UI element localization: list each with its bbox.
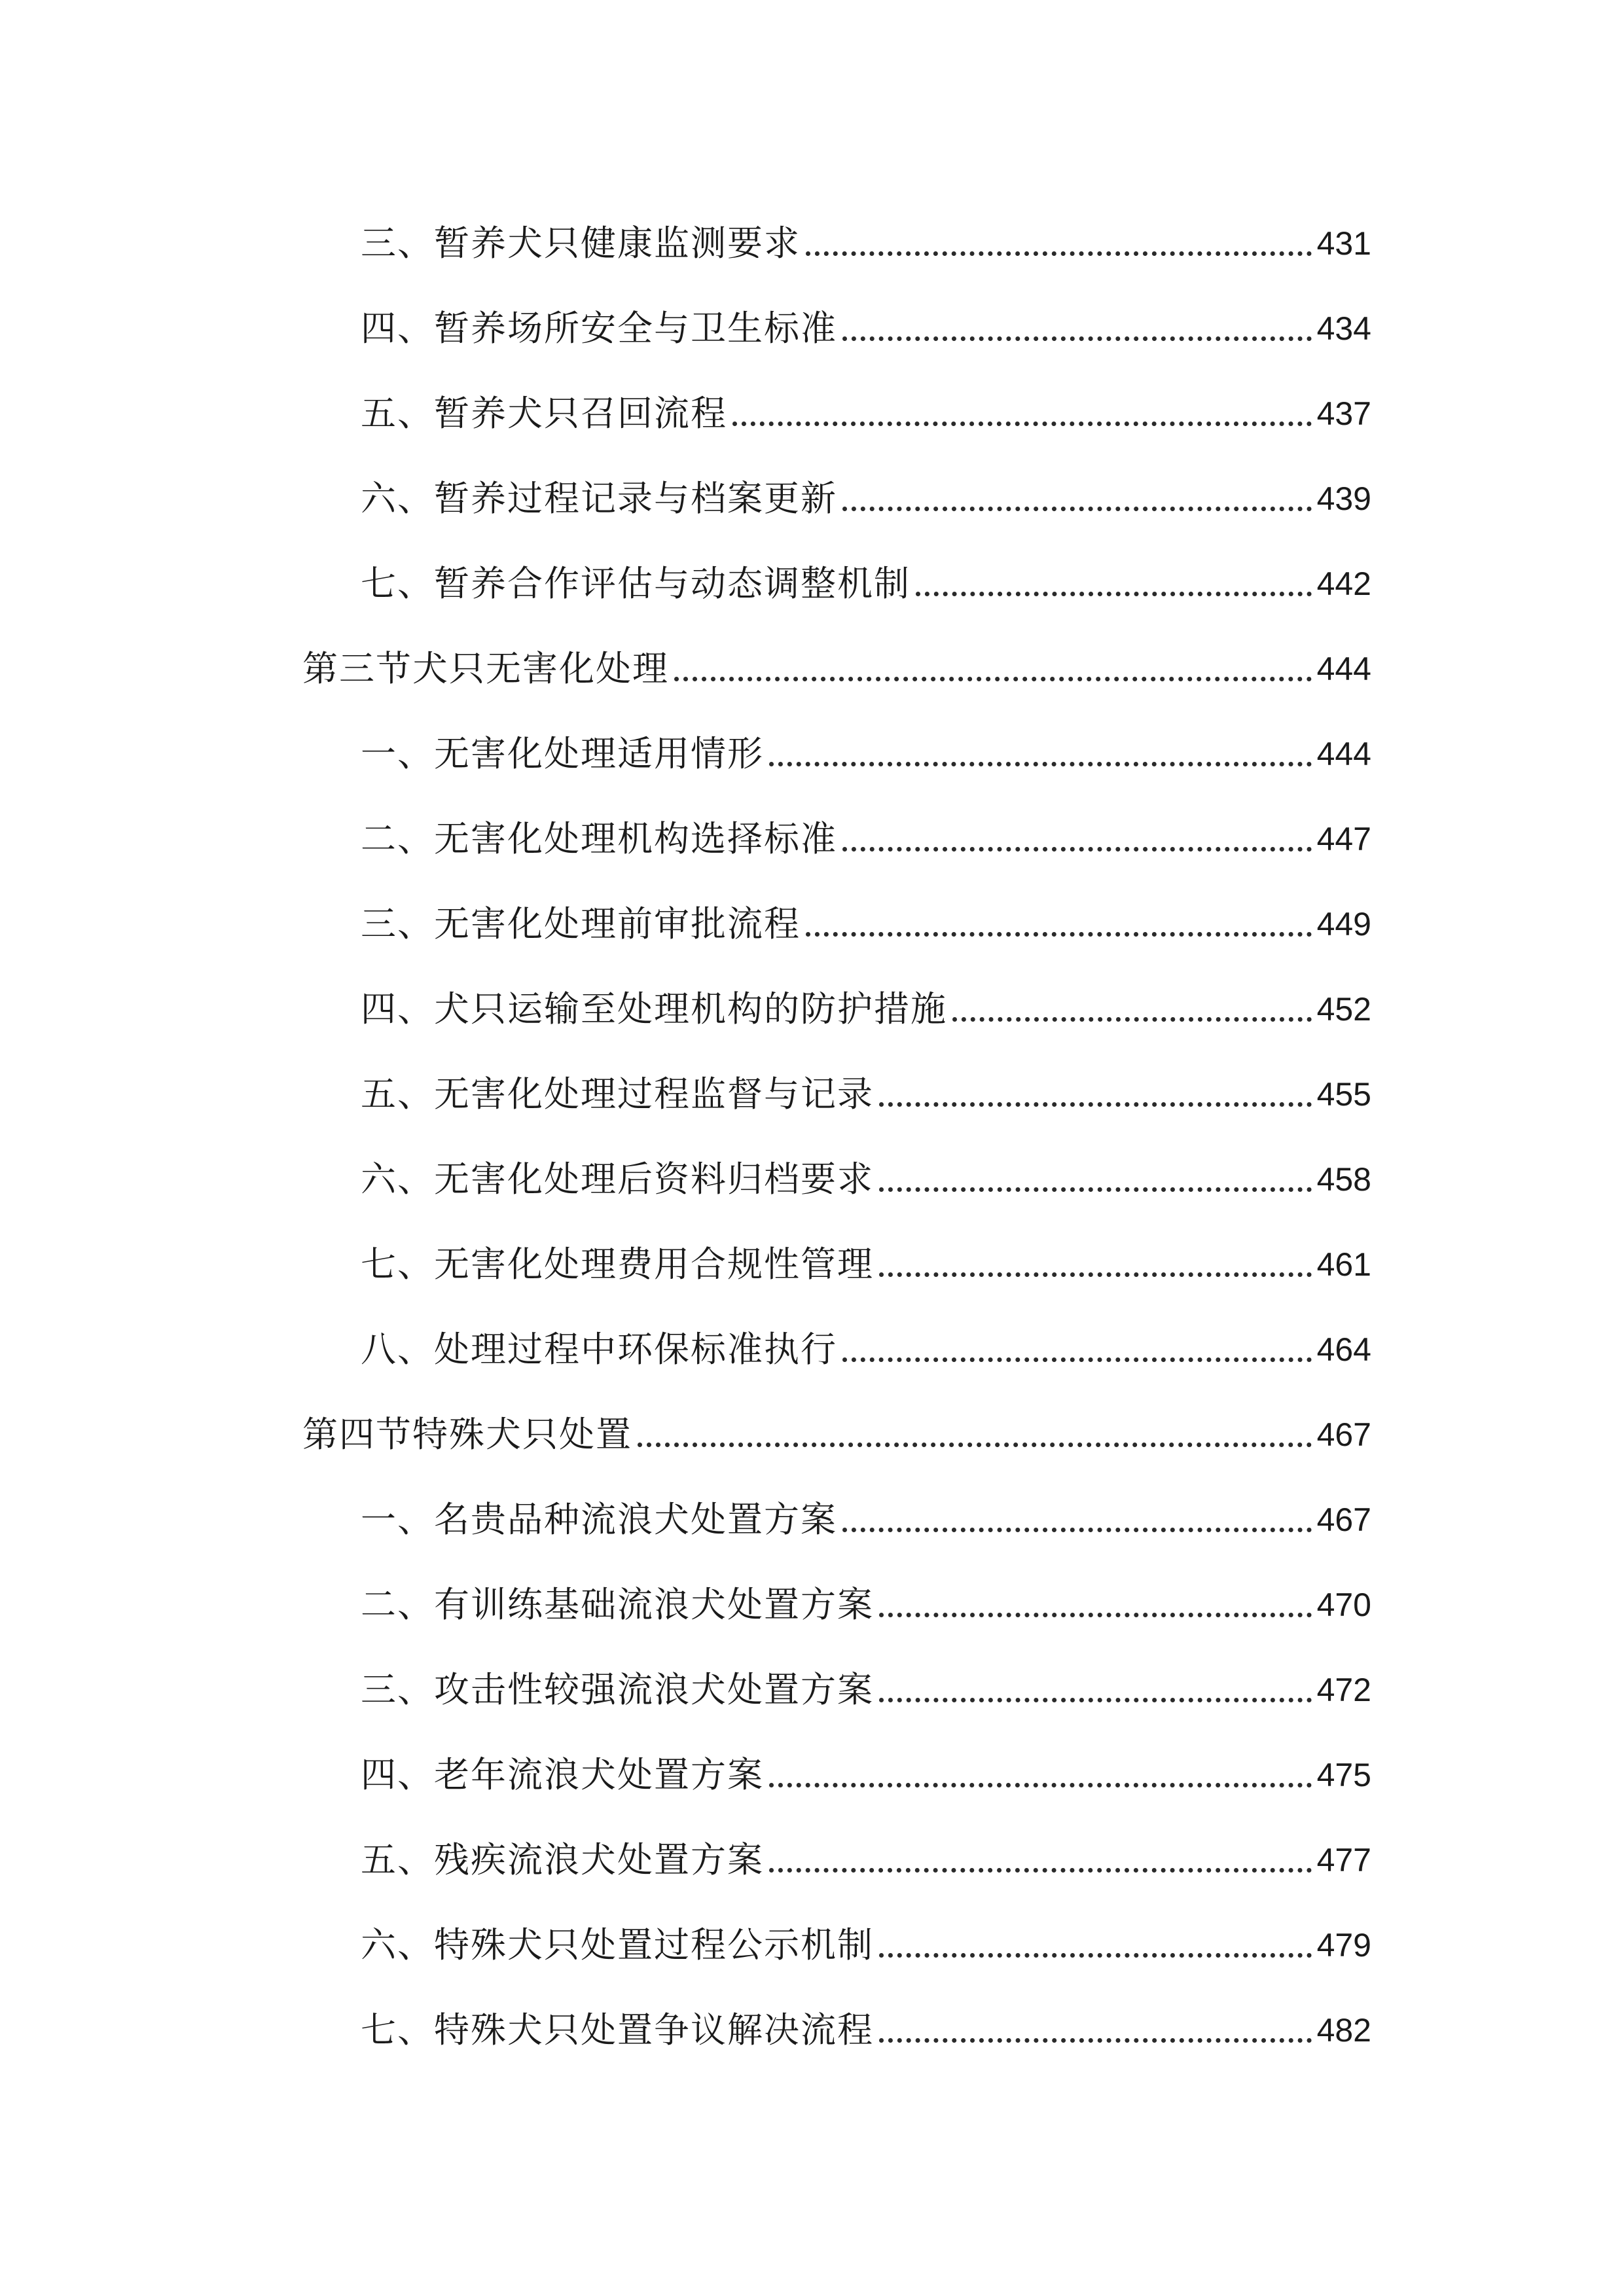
- toc-entry[interactable]: [361, 374, 1371, 440]
- dot-leader: [952, 1017, 1312, 1022]
- toc-entry-page: 431: [1316, 225, 1371, 262]
- toc-entry-title: 四、老年流浪犬处置方案: [361, 1754, 764, 1795]
- toc-entry[interactable]: [361, 1821, 1371, 1886]
- toc-entry-title: 四、犬只运输至处理机构的防护措施: [361, 988, 947, 1030]
- toc-entry[interactable]: [361, 1736, 1371, 1801]
- toc-entry[interactable]: [361, 970, 1371, 1035]
- toc-entry-page: 455: [1316, 1076, 1371, 1113]
- toc-entry-page: 464: [1316, 1331, 1371, 1368]
- toc-entry[interactable]: [361, 1906, 1371, 1971]
- dot-leader: [732, 422, 1312, 426]
- toc-entry[interactable]: [361, 1055, 1371, 1121]
- toc-entry-page: 477: [1316, 1842, 1371, 1878]
- toc-entry-title: 二、有训练基础流浪犬处置方案: [361, 1584, 874, 1625]
- toc-entry[interactable]: [361, 885, 1371, 950]
- toc-entry-title: 五、暂养犬只召回流程: [361, 393, 727, 434]
- toc-entry-page: 470: [1316, 1587, 1371, 1623]
- toc-entry-page: 444: [1316, 651, 1371, 687]
- toc-entry-title: 三、暂养犬只健康监测要求: [361, 223, 801, 264]
- toc-entry[interactable]: [361, 1310, 1371, 1376]
- toc-entry[interactable]: [361, 204, 1371, 270]
- toc-entry-page: 482: [1316, 2012, 1371, 2049]
- dot-leader: [806, 251, 1312, 256]
- dot-leader: [769, 762, 1312, 766]
- toc-entry-page: 449: [1316, 906, 1371, 942]
- dot-leader: [842, 1357, 1312, 1362]
- dot-leader: [769, 1783, 1312, 1787]
- toc-entry-title: 七、暂养合作评估与动态调整机制: [361, 563, 911, 604]
- toc-entry-title: 一、无害化处理适用情形: [361, 733, 764, 774]
- toc-entry-title: 一、名贵品种流浪犬处置方案: [361, 1499, 837, 1540]
- toc-section-entry[interactable]: [302, 1395, 1371, 1461]
- toc-entry[interactable]: [361, 715, 1371, 780]
- toc-entry[interactable]: [361, 800, 1371, 865]
- toc-entry-page: 472: [1316, 1672, 1371, 1708]
- dot-leader: [879, 1102, 1312, 1107]
- toc-entry[interactable]: [361, 459, 1371, 525]
- dot-leader: [879, 2038, 1312, 2043]
- dot-leader: [916, 592, 1312, 596]
- toc-entry-page: 439: [1316, 480, 1371, 517]
- dot-leader: [674, 677, 1312, 681]
- dot-leader: [879, 1187, 1312, 1192]
- toc-entry-page: 458: [1316, 1161, 1371, 1198]
- dot-leader: [879, 1613, 1312, 1617]
- toc-entry[interactable]: [361, 545, 1371, 610]
- toc-entry[interactable]: [361, 1140, 1371, 1206]
- toc-entry[interactable]: [361, 289, 1371, 355]
- toc-entry-title: 三、攻击性较强流浪犬处置方案: [361, 1669, 874, 1710]
- dot-leader: [879, 1953, 1312, 1958]
- dot-leader: [806, 932, 1312, 937]
- toc-entry-title: 第三节犬只无害化处理: [302, 648, 669, 689]
- toc-entry-page: 467: [1316, 1501, 1371, 1538]
- dot-leader: [769, 1868, 1312, 1873]
- toc-entry-title: 四、暂养场所安全与卫生标准: [361, 308, 837, 349]
- toc-entry[interactable]: [361, 1651, 1371, 1716]
- toc-entry-title: 三、无害化处理前审批流程: [361, 903, 801, 944]
- toc-section-entry[interactable]: [302, 630, 1371, 695]
- toc-entry-page: 444: [1316, 736, 1371, 772]
- toc-entry-page: 461: [1316, 1246, 1371, 1283]
- toc-entry[interactable]: [361, 1991, 1371, 2056]
- toc-entry-page: 434: [1316, 310, 1371, 347]
- toc-entry-page: 479: [1316, 1927, 1371, 1964]
- toc-entry-title: 六、特殊犬只处置过程公示机制: [361, 1924, 874, 1965]
- toc-entry-title: 六、无害化处理后资料归档要求: [361, 1158, 874, 1200]
- dot-leader: [638, 1443, 1312, 1447]
- toc-entry-page: 442: [1316, 565, 1371, 602]
- dot-leader: [879, 1698, 1312, 1702]
- toc-entry-title: 六、暂养过程记录与档案更新: [361, 478, 837, 519]
- toc-entry-page: 447: [1316, 821, 1371, 857]
- toc-entry-title: 七、特殊犬只处置争议解决流程: [361, 2009, 874, 2051]
- toc-entry-page: 437: [1316, 395, 1371, 432]
- toc-entry-title: 二、无害化处理机构选择标准: [361, 818, 837, 859]
- dot-leader: [842, 336, 1312, 341]
- toc-entry-title: 七、无害化处理费用合规性管理: [361, 1244, 874, 1285]
- toc-entry-title: 五、无害化处理过程监督与记录: [361, 1073, 874, 1115]
- dot-leader: [842, 847, 1312, 852]
- toc-entry-page: 452: [1316, 991, 1371, 1028]
- dot-leader: [879, 1272, 1312, 1277]
- dot-leader: [842, 1528, 1312, 1532]
- toc-entry-title: 第四节特殊犬只处置: [302, 1414, 632, 1455]
- toc-entry-title: 五、残疾流浪犬处置方案: [361, 1839, 764, 1880]
- toc-entry-title: 八、处理过程中环保标准执行: [361, 1329, 837, 1370]
- toc-entry-page: 475: [1316, 1757, 1371, 1793]
- toc-entry[interactable]: [361, 1225, 1371, 1291]
- toc-entry[interactable]: [361, 1566, 1371, 1631]
- toc-entry-page: 467: [1316, 1416, 1371, 1453]
- toc-entry[interactable]: [361, 1480, 1371, 1546]
- dot-leader: [842, 507, 1312, 511]
